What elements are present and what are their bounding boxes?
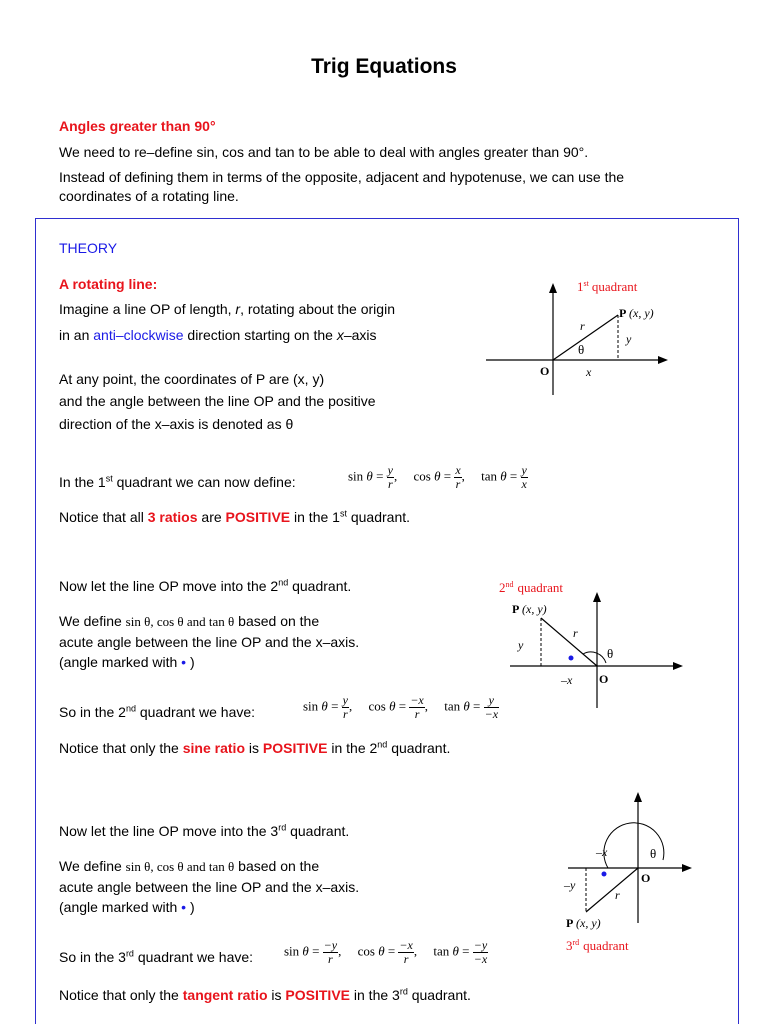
coord-line-2: and the angle between the line OP and the positive [59,393,376,409]
q2-r-label: r [573,626,578,640]
q3-point-p: P [566,916,574,930]
q1-origin-label: O [540,364,550,378]
q1-r-label: r [580,319,585,333]
q1-ratios: sin θ = $\frac{y}{r}$ , cos θ = $\frac{x}{r}$ , tan θ = $\frac{y}{x}$ [348,463,527,491]
q3-point-coords: (x, y) [576,916,601,930]
q3-notice: Notice that only the tangent ratio is POSITIVE in the 3rd quadrant. [59,986,471,1003]
q2-theta-label: θ [607,646,614,661]
q1-define-line: In the 1st quadrant we can now define: [59,473,296,490]
q3-so-line: So in the 3rd quadrant we have: [59,948,254,965]
intro-line-1: We need to re–define sin, cos and tan to be able to deal with angles greater than 90°. [59,144,589,160]
anticlockwise-line: in an anti–clockwise direction starting on the x–axis [59,327,377,343]
quadrant-3-diagram [558,788,703,960]
q1-point-p: P [619,306,627,320]
q2-point-p: P [512,602,520,616]
q1-x-label: x [586,365,592,379]
coord-line-1: At any point, the coordinates of P are (x, y) [59,371,325,387]
q3-acute-line: acute angle between the line OP and the x–axis. [59,879,360,895]
q2-point-coords: (x, y) [522,602,547,616]
intro-heading: Angles greater than 90° [59,118,216,134]
intro-line-2: Instead of defining them in terms of the opposite, adjacent and hypotenuse, we can use the [59,169,625,185]
q3-r-label: r [615,888,620,902]
q2-marked-line: (angle marked with • ) [59,654,195,670]
q2-origin-label: O [599,672,609,686]
theory-label: THEORY [59,240,118,256]
q2-define-line: We define sin θ, cos θ and tan θ based on the [59,613,320,629]
q2-diagram-label: 2nd quadrant [499,580,563,595]
q3-neg-y-label: –y [564,878,576,892]
quadrant-1-diagram [478,275,678,400]
imagine-line: Imagine a line OP of length, r, rotating about the origin [59,301,395,317]
q2-so-line: So in the 2nd quadrant we have: [59,703,256,720]
q3-neg-x-label: –x [596,845,608,859]
q3-angle-dot [602,872,607,877]
q2-acute-line: acute angle between the line OP and the x–axis. [59,634,360,650]
q3-theta-label: θ [650,846,657,861]
quadrant-2-diagram [495,573,695,713]
q3-origin-label: O [641,871,651,885]
q1-y-label: y [626,332,632,346]
q2-y-label: y [518,638,524,652]
coord-line-3: direction of the x–axis is denoted as θ [59,416,294,432]
q2-ratios: sin θ = $\frac{y}{r}$ , cos θ = $\frac{-x}{r}$ , tan θ = $\frac{y}{-x}$ [303,693,499,721]
q3-ratios: sin θ = $\frac{-y}{r}$ , cos θ = $\frac{-x}{r}$ , tan θ = $\frac{-y}{-x}$ [284,938,488,966]
q1-diagram-label: 1st quadrant [577,279,638,294]
q3-define-line: We define sin θ, cos θ and tan θ based on the [59,858,320,874]
q1-notice: Notice that all 3 ratios are POSITIVE in the 1st quadrant. [59,508,411,525]
q2-notice: Notice that only the sine ratio is POSITIVE in the 2nd quadrant. [59,739,451,756]
q1-theta-label: θ [578,342,585,357]
q1-point-coords: (x, y) [629,306,654,320]
q2-angle-dot [569,656,574,661]
q3-marked-line: (angle marked with • ) [59,899,195,915]
page-title: Trig Equations [311,55,457,78]
q2-neg-x-label: –x [561,673,573,687]
intro-line-3: coordinates of a rotating line. [59,188,239,204]
q3-move-line: Now let the line OP move into the 3rd quadrant. [59,822,350,839]
q2-move-line: Now let the line OP move into the 2nd quadrant. [59,577,352,594]
q3-diagram-label: 3rd quadrant [566,938,629,953]
rotating-heading: A rotating line: [59,276,158,292]
